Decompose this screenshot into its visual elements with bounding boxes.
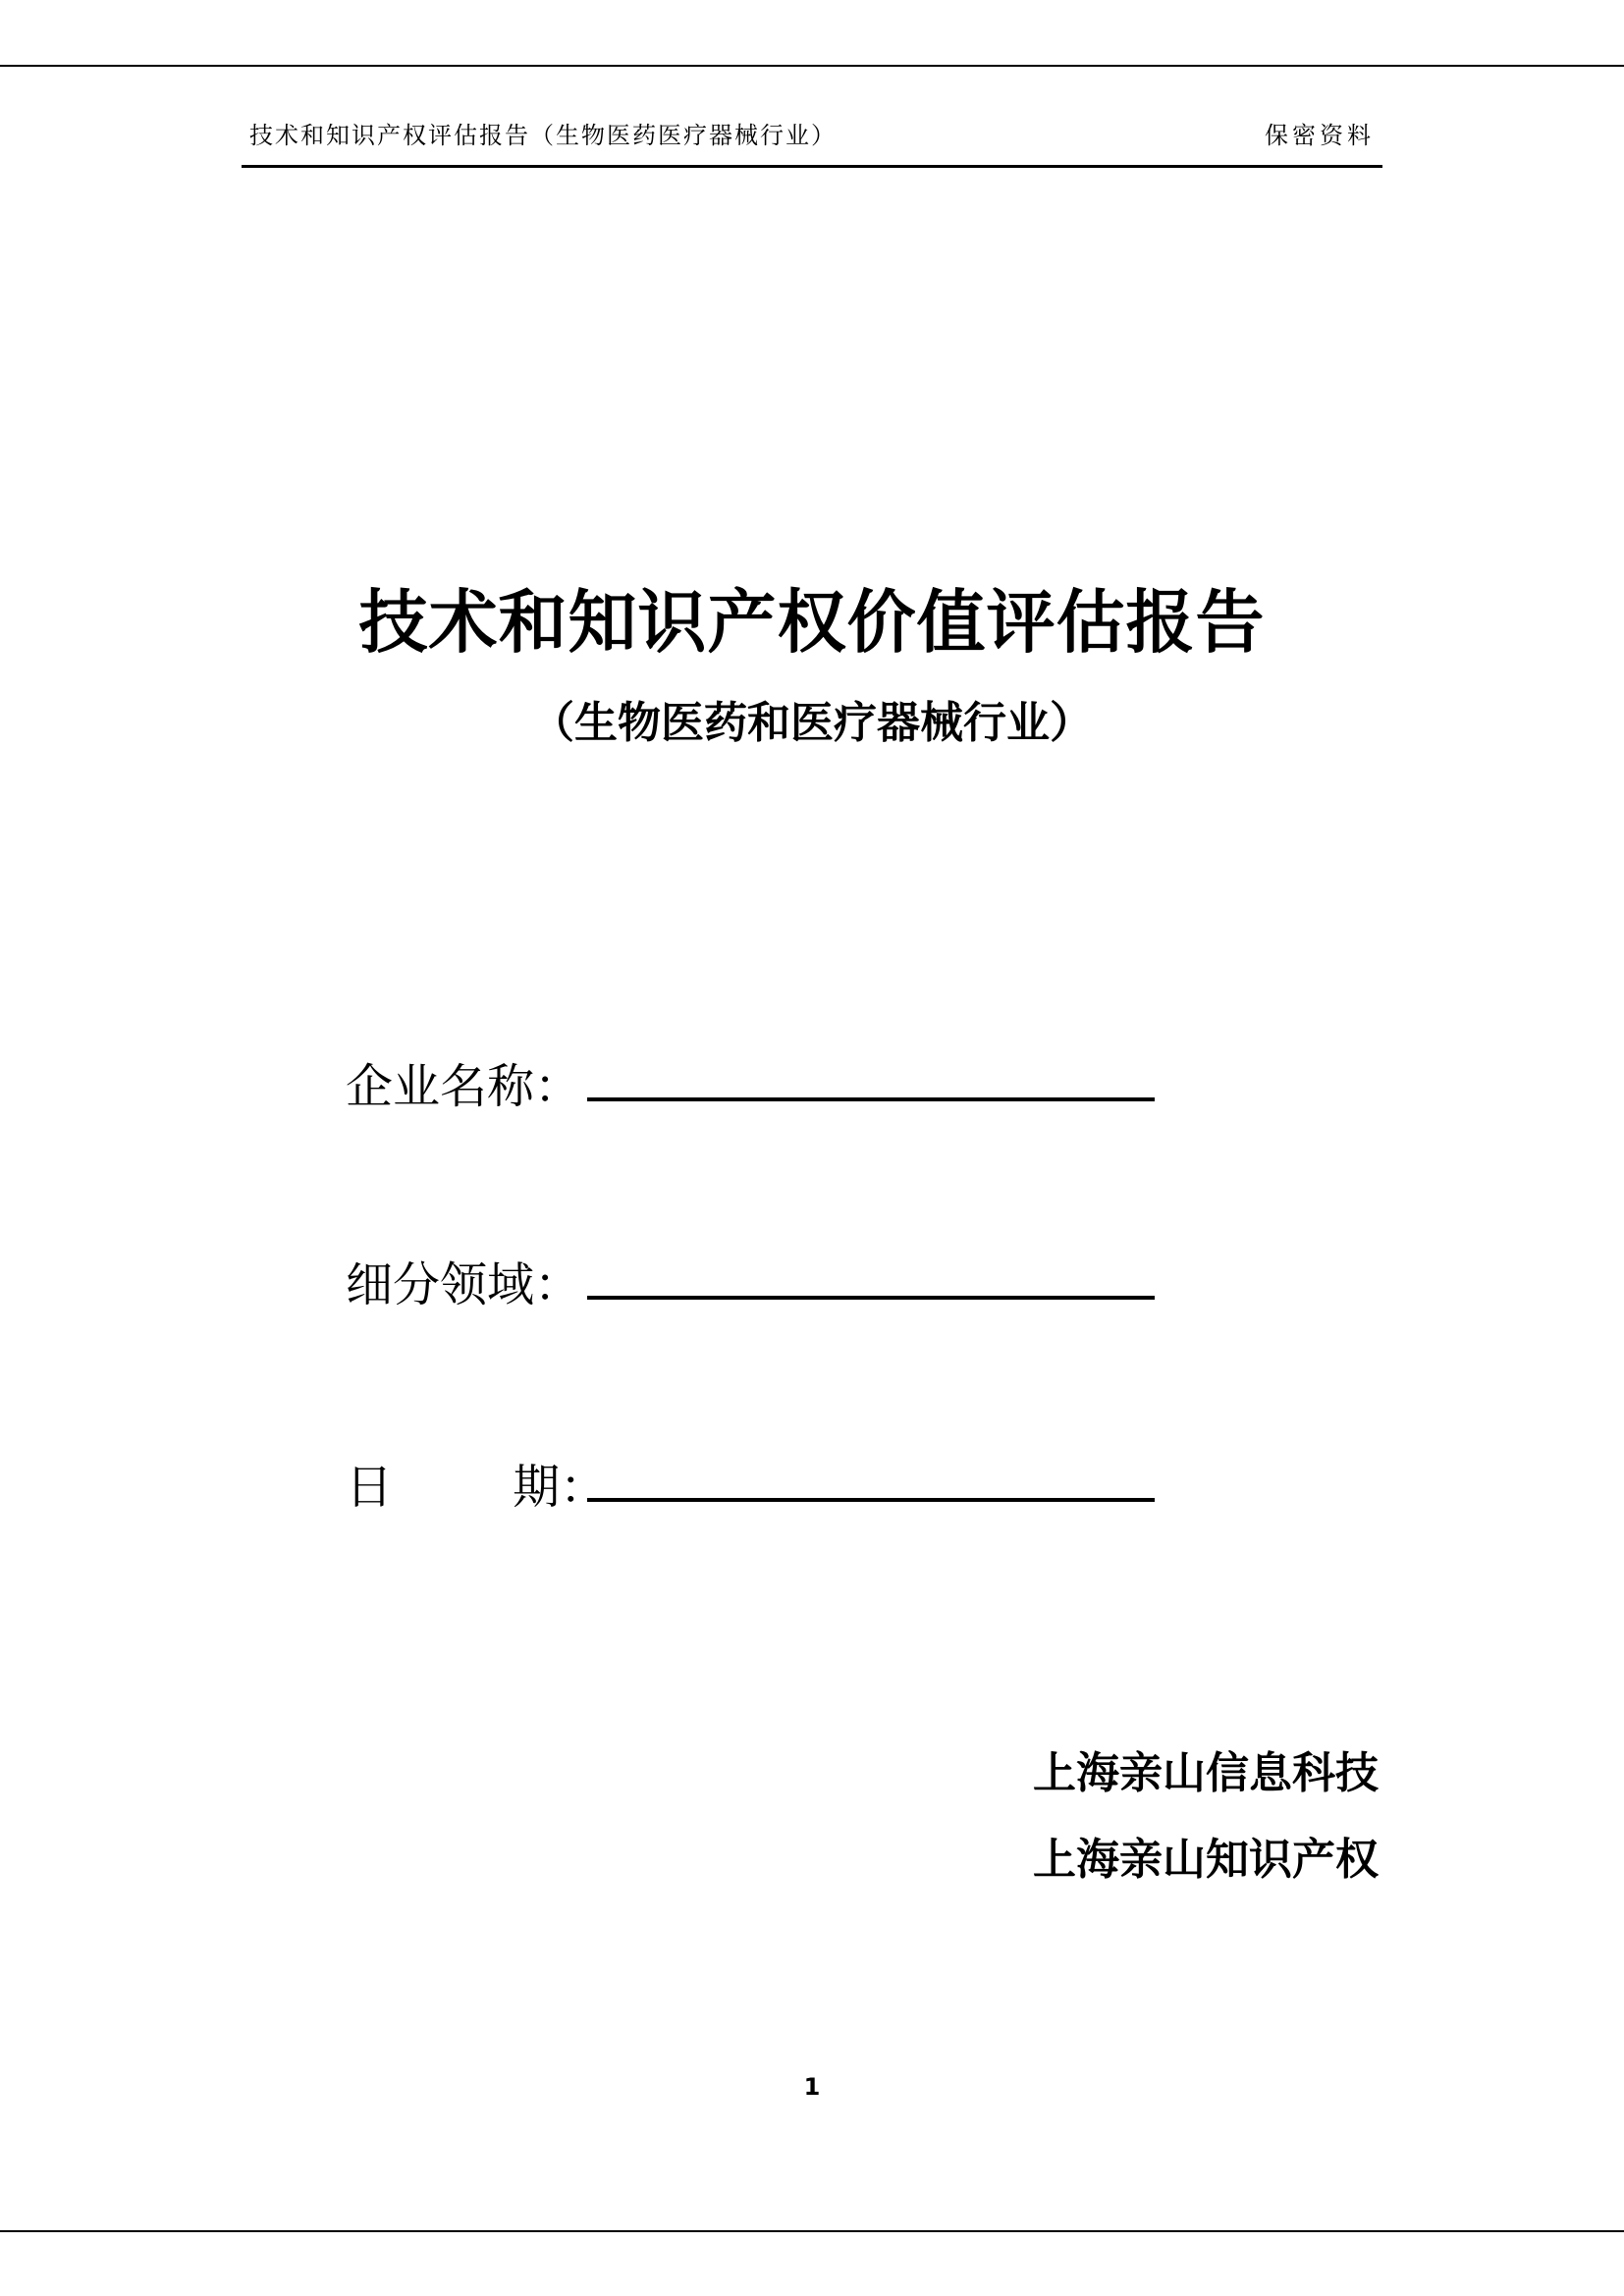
running-header [242,110,1382,168]
page-top-border [0,65,1624,67]
page-number: 1 [803,2073,821,2101]
subfield-label: 细分领域： [346,1257,582,1312]
subfield-field[interactable] [587,1296,1155,1300]
report-subtitle: （生物医药和医疗器械行业） [531,698,1093,748]
date-label: 日 期： [346,1460,608,1515]
organization-name: 上海亲山知识产权 [1033,1835,1379,1885]
header-confidential-mark: 保密资料 [1265,122,1375,149]
company-name-field[interactable] [587,1097,1155,1101]
report-title: 技术和知识产权价值评估报告 [358,582,1266,663]
company-name-label: 企业名称： [346,1059,582,1114]
page-bottom-border [0,2230,1624,2232]
organization-name: 上海亲山信息科技 [1033,1748,1379,1798]
date-field[interactable] [587,1498,1155,1502]
header-document-title: 技术和知识产权评估报告（生物医药医疗器械行业） [249,122,837,149]
